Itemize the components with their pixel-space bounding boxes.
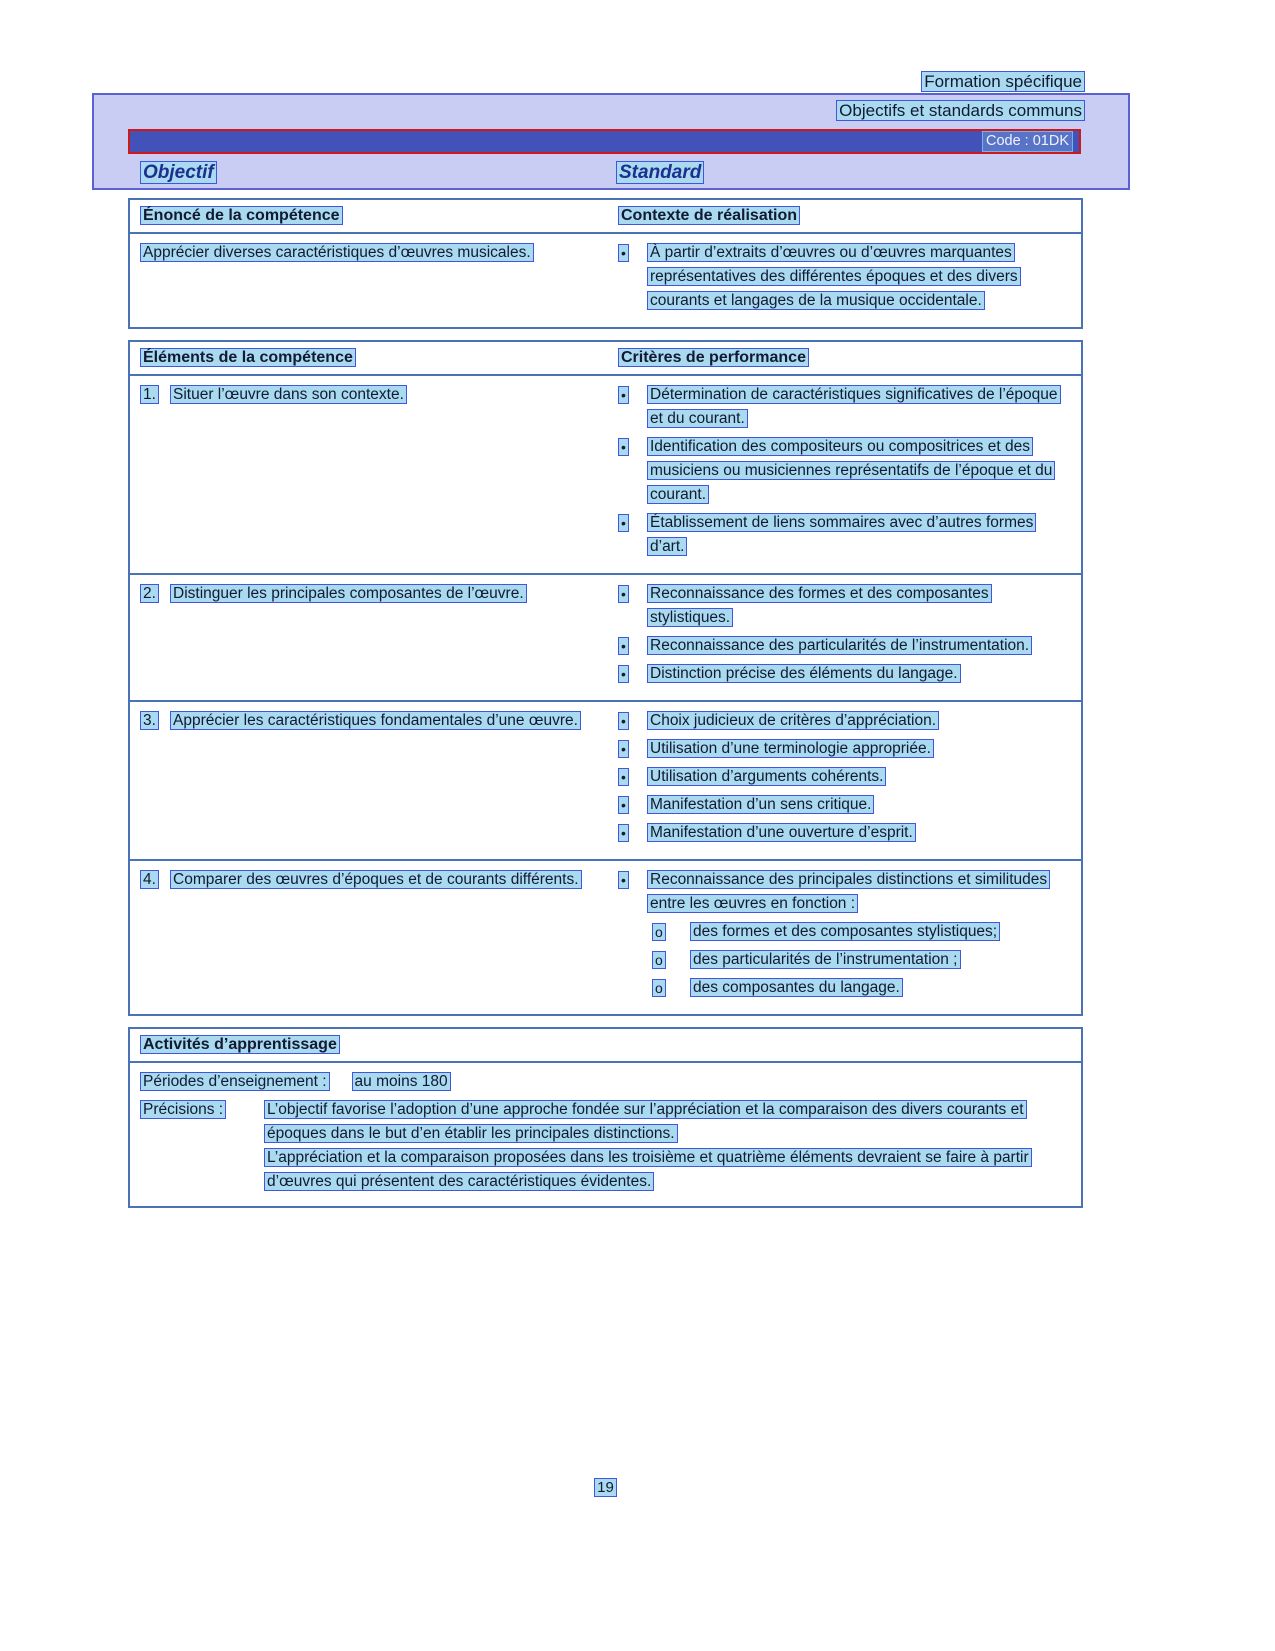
bullet-text: Choix judicieux de critères d’appréciation. [647, 711, 939, 730]
precisions-label: Précisions : [140, 1100, 226, 1119]
list-item [618, 793, 1069, 817]
sub-bullet-text: des formes et des composantes stylistiques; [690, 922, 1000, 941]
element-number: 1. [140, 385, 159, 404]
element-number: 3. [140, 711, 159, 730]
tables-area [128, 198, 1083, 1219]
bullet-text: Manifestation d’un sens critique. [647, 795, 874, 814]
element-number: 4. [140, 870, 159, 889]
bullet-text: Détermination de caractéristiques significatives de l’époque et du courant. [647, 385, 1061, 428]
element-text: Comparer des œuvres d’époques et de courants différents. [170, 870, 582, 889]
objectif-label: Objectif [140, 161, 217, 184]
bullet-marker: • [618, 824, 629, 842]
precisions-block [140, 1098, 1071, 1194]
bullet-text: Établissement de liens sommaires avec d’autres formes d’art. [647, 513, 1036, 556]
table-row [130, 700, 1081, 859]
elements-table-header [130, 342, 1081, 376]
bullet-marker: • [618, 637, 629, 655]
precisions-paragraph-1: L’objectif favorise l’adoption d’une approche fondée sur l’appréciation et la comparaison des divers courants et époques dans le but d’en établir les principales distinctions. [264, 1100, 1027, 1143]
sub-bullet-text: des composantes du langage. [690, 978, 903, 997]
competence-table [128, 198, 1083, 329]
list-item [618, 765, 1069, 789]
list-item [618, 737, 1069, 761]
sub-list-item [652, 976, 1069, 1000]
code-label: Code : 01DK [982, 131, 1073, 152]
precisions-paragraph-2: L’appréciation et la comparaison proposées dans les troisième et quatrième éléments devraient se faire à partir d’œuvres qui présentent des caractéristiques évidentes. [264, 1148, 1032, 1191]
bullet-marker: • [618, 514, 629, 532]
periodes-line [140, 1070, 1071, 1094]
list-item [618, 435, 1069, 507]
elements-table [128, 340, 1083, 1016]
list-item [618, 582, 1069, 630]
activities-table [128, 1027, 1083, 1208]
element-number: 2. [140, 584, 159, 603]
bullet-marker: • [618, 438, 629, 456]
list-item [618, 383, 1069, 431]
sub-bullet-marker: o [652, 923, 666, 941]
sub-bullet-marker: o [652, 951, 666, 969]
table-row [130, 859, 1081, 1014]
bullet-marker: • [618, 740, 629, 758]
sub-bullet-marker: o [652, 979, 666, 997]
element-text: Apprécier les caractéristiques fondamentales d’une œuvre. [170, 711, 581, 730]
table2-left-header: Éléments de la compétence [140, 348, 356, 367]
competence-statement: Apprécier diverses caractéristiques d’œuvres musicales. [140, 243, 534, 262]
list-item [618, 241, 1069, 313]
bullet-marker: • [618, 712, 629, 730]
page-number [128, 1476, 1083, 1500]
objectif-standard-row [94, 161, 1128, 188]
bullet-text: À partir d’extraits d’œuvres ou d’œuvres marquantes représentatives des différentes époques et des divers courants et langages de la musique occidentale. [647, 243, 1021, 310]
bullet-marker: • [618, 665, 629, 683]
bullet-text: Identification des compositeurs ou compositrices et des musiciens ou musiciennes représentatifs de l’époque et du courant. [647, 437, 1055, 504]
bullet-text: Reconnaissance des principales distinctions et similitudes entre les œuvres en fonction : [647, 870, 1050, 913]
activities-body [130, 1063, 1081, 1206]
doc-header-line1 [921, 70, 1085, 94]
activities-header-text: Activités d’apprentissage [140, 1035, 340, 1054]
code-bar [128, 129, 1081, 154]
bullet-text: Reconnaissance des particularités de l’instrumentation. [647, 636, 1032, 655]
competence-table-header [130, 200, 1081, 234]
bullet-marker: • [618, 585, 629, 603]
list-item [618, 821, 1069, 845]
list-item [618, 868, 1069, 916]
list-item [618, 709, 1069, 733]
list-item [618, 511, 1069, 559]
bullet-text: Reconnaissance des formes et des composantes stylistiques. [647, 584, 992, 627]
bullet-marker: • [618, 796, 629, 814]
bullet-marker: • [618, 871, 629, 889]
sub-list-item [652, 920, 1069, 944]
list-item [618, 634, 1069, 658]
table1-left-header: Énoncé de la compétence [140, 206, 343, 225]
bullet-marker: • [618, 244, 629, 262]
table1-right-header: Contexte de réalisation [618, 206, 800, 225]
periodes-label: Périodes d’enseignement : [140, 1072, 330, 1091]
element-text: Situer l’œuvre dans son contexte. [170, 385, 407, 404]
bullet-marker: • [618, 768, 629, 786]
bullet-marker: • [618, 386, 629, 404]
bullet-text: Distinction précise des éléments du langage. [647, 664, 961, 683]
bullet-text: Manifestation d’une ouverture d’esprit. [647, 823, 916, 842]
header-box [92, 93, 1130, 190]
element-text: Distinguer les principales composantes de l’œuvre. [170, 584, 527, 603]
table-row [130, 573, 1081, 700]
sub-bullet-text: des particularités de l’instrumentation ; [690, 950, 961, 969]
sub-list-item [652, 948, 1069, 972]
page-number-text: 19 [594, 1478, 617, 1497]
bullet-text: Utilisation d’une terminologie appropriée. [647, 739, 934, 758]
standard-label: Standard [616, 161, 704, 184]
bullet-text: Utilisation d’arguments cohérents. [647, 767, 886, 786]
doc-header-line2 [94, 95, 1128, 122]
objectifs-standards-text: Objectifs et standards communs [836, 100, 1085, 121]
table2-right-header: Critères de performance [618, 348, 809, 367]
list-item [618, 662, 1069, 686]
table-row [130, 376, 1081, 573]
periodes-value: au moins 180 [352, 1072, 451, 1091]
table-row [130, 234, 1081, 327]
activities-table-header [130, 1029, 1081, 1063]
formation-specifique-text: Formation spécifique [921, 71, 1085, 92]
